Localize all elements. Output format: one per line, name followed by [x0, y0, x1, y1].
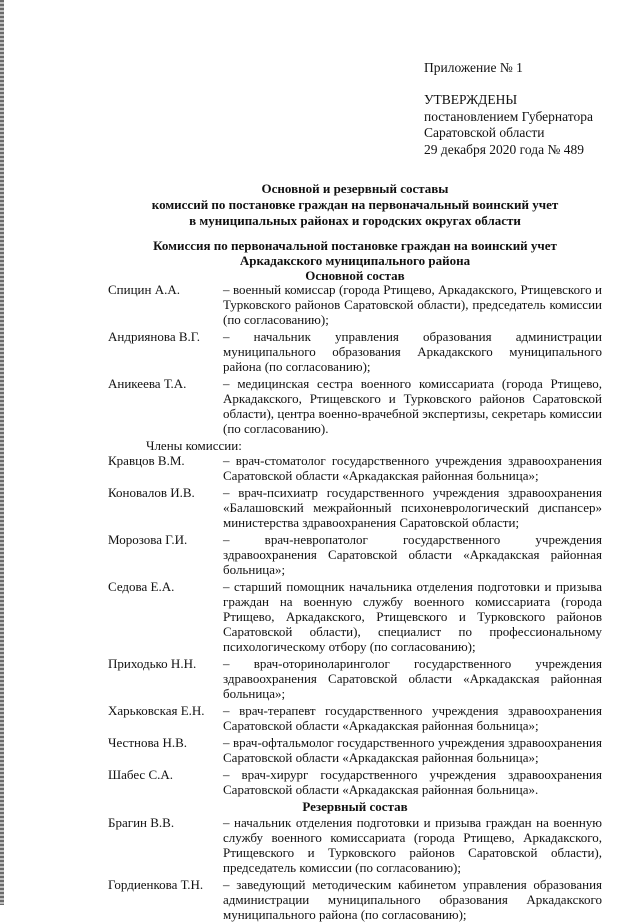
- commission-title-line: Аркадакского муниципального района: [239, 253, 471, 268]
- member-name: Шабес С.А.: [108, 767, 173, 782]
- member-name: Брагин В.В.: [108, 815, 175, 830]
- member-role: – старший помощник начальника отделения подготовки и призыва граждан на военную службу военного комиссариата (города Ртищево, Аркадакского, Ртищевского и Турковского районов Саратовской области), специалист по профессиональному психологическому отбору (по согласованию);: [223, 579, 602, 654]
- member-name: Спицин А.А.: [108, 282, 180, 297]
- approval-line: Саратовской области: [424, 125, 545, 140]
- commission-roster: [108, 282, 602, 924]
- members-label: Члены комиссии:: [146, 438, 242, 453]
- title-line: в муниципальных районах и городских округах области: [189, 213, 521, 228]
- member-role: – врач-хирург государственного учреждения здравоохранения Саратовской области «Аркадакская районная больница».: [223, 767, 602, 797]
- member-name: Седова Е.А.: [108, 579, 175, 594]
- member-role: – врач-стоматолог государственного учреждения здравоохранения Саратовской области «Аркадакская районная больница»;: [223, 453, 602, 483]
- roster-row: [108, 735, 602, 765]
- roster-row: [108, 815, 602, 875]
- member-name: Андриянова В.Г.: [108, 329, 201, 344]
- roster-row: [108, 485, 602, 530]
- commission-title-line: Комиссия по первоначальной постановке граждан на воинский учет: [153, 238, 557, 253]
- member-role: – врач-невропатолог государственного учреждения здравоохранения Саратовской области «Аркадакская районная больница»;: [223, 532, 602, 577]
- commission-title: [100, 238, 610, 283]
- member-role: – медицинская сестра военного комиссариата (города Ртищево, Аркадакского, Ртищевского и Турковского районов Саратовской области), центра военно-врачебной экспертизы, секретарь комиссии (по согласованию).: [223, 376, 602, 436]
- member-role: – военный комиссар (города Ртищево, Аркадакского, Ртищевского и Турковского районов Саратовской области), председатель комиссии (по согласованию);: [223, 282, 602, 327]
- appendix-label: Приложение № 1: [424, 60, 523, 75]
- member-role: – врач-оториноларинголог государственного учреждения здравоохранения Саратовской области «Аркадакская районная больница»;: [223, 656, 602, 701]
- member-name: Гордиенкова Т.Н.: [108, 877, 204, 892]
- approval-line: УТВЕРЖДЕНЫ: [424, 92, 518, 107]
- roster-row: [108, 767, 602, 797]
- roster-row: [108, 532, 602, 577]
- roster-row: [108, 877, 602, 922]
- member-role: – заведующий методическим кабинетом управления образования администрации муниципального образования Аркадакского муниципального района (по согласованию);: [223, 877, 602, 922]
- document-title: [100, 181, 610, 229]
- member-role: – начальник управления образования администрации муниципального образования Аркадакского муниципального района (по согласованию);: [223, 329, 602, 374]
- roster-row: [108, 656, 602, 701]
- approval-stamp: [424, 92, 593, 158]
- member-name: Кравцов В.М.: [108, 453, 185, 468]
- roster-row: [108, 376, 602, 436]
- title-line: комиссий по постановке граждан на первоначальный воинский учет: [151, 197, 559, 212]
- member-name: Аникеева Т.А.: [108, 376, 187, 391]
- roster-row: [108, 579, 602, 654]
- member-role: – врач-психиатр государственного учреждения здравоохранения «Балашовский межрайонный психоневрологический диспансер» министерства здравоохранения Саратовской области;: [223, 485, 602, 530]
- main-composition-heading: Основной состав: [305, 268, 405, 283]
- reserve-composition-heading: Резервный состав: [302, 799, 408, 814]
- approval-line: 29 декабря 2020 года № 489: [424, 141, 584, 157]
- approval-line: постановлением Губернатора: [424, 108, 593, 124]
- member-role: – врач-офтальмолог государственного учреждения здравоохранения Саратовской области «Аркадакская районная больница»;: [223, 735, 602, 765]
- member-name: Коновалов И.В.: [108, 485, 195, 500]
- member-name: Харьковская Е.Н.: [108, 703, 205, 718]
- member-role: – врач-терапевт государственного учреждения здравоохранения Саратовской области «Аркадакская районная больница»;: [223, 703, 602, 733]
- member-name: Приходько Н.Н.: [108, 656, 197, 671]
- member-role: – начальник отделения подготовки и призыва граждан на военную службу военного комиссариата (города Ртищево, Аркадакского, Ртищевского и Турковского районов Саратовской области), председатель комиссии (по согласованию);: [223, 815, 602, 875]
- member-name: Морозова Г.И.: [108, 532, 188, 547]
- roster-row: [108, 703, 602, 733]
- roster-row: [108, 329, 602, 374]
- title-line: Основной и резервный составы: [261, 181, 449, 196]
- roster-row: [108, 453, 602, 483]
- roster-row: [108, 282, 602, 327]
- member-name: Честнова Н.В.: [108, 735, 187, 750]
- scan-edge-artifact: [0, 0, 4, 905]
